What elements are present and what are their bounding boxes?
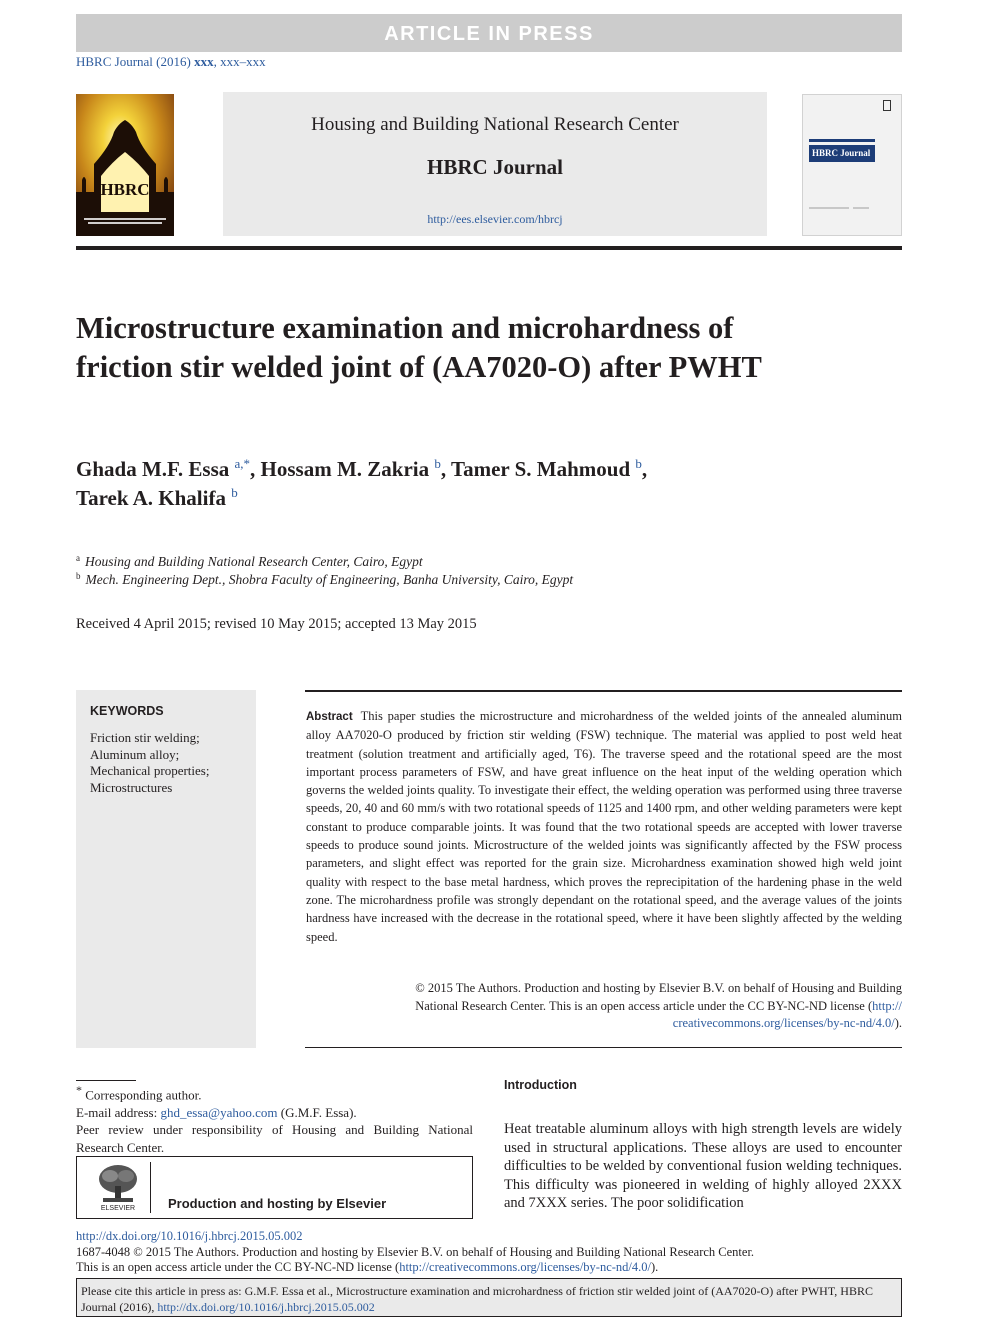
- license-link[interactable]: http://: [872, 998, 902, 1013]
- journal-url-link[interactable]: http://ees.elsevier.com/hbrcj: [427, 212, 563, 226]
- introduction-text: Heat treatable aluminum alloys with high strength levels are widely used in structural applications. These alloys are used to encounter difficulties to be welded by conventional fusion welding techniques. This difficulty was pioneered in welding of highly alloyed 2XXX and 7XXX series. The poor solidification: [504, 1121, 902, 1212]
- journal-ref-prefix: HBRC Journal (2016): [76, 54, 191, 69]
- author-list: [76, 455, 796, 513]
- author-name: Ghada M.F. Essa: [76, 457, 230, 481]
- abstract-rule-top: [305, 690, 902, 692]
- license-link[interactable]: creativecommons.org/licenses/by-nc-nd/4.0/: [672, 1016, 895, 1030]
- keyword: Aluminum alloy;: [90, 746, 180, 762]
- journal-name: HBRC Journal: [427, 155, 563, 179]
- footnote-mark: *: [76, 1083, 82, 1097]
- corresponding-author-note: [76, 1082, 473, 1104]
- cover-line: [853, 207, 869, 209]
- affiliation-b: [76, 571, 573, 588]
- affiliation-a: [76, 553, 423, 570]
- author-name: Tarek A. Khalifa: [76, 486, 226, 510]
- affiliation-mark: a: [76, 553, 80, 563]
- journal-ref-volume: xxx: [194, 54, 214, 69]
- author[interactable]: [261, 457, 441, 481]
- publisher-box: [76, 1156, 473, 1219]
- author[interactable]: [76, 457, 250, 481]
- email-label: E-mail address:: [76, 1104, 161, 1120]
- logo-text: HBRC: [100, 180, 150, 199]
- keyword: Microstructures: [90, 779, 173, 795]
- journal-cover-thumbnail: [802, 94, 902, 236]
- footnote-rule: [76, 1080, 136, 1081]
- journal-masthead: [223, 92, 767, 236]
- author-affiliation-mark[interactable]: a,*: [234, 456, 251, 471]
- cover-title: HBRC Journal: [809, 145, 875, 162]
- citation-doi-link[interactable]: http://dx.doi.org/10.1016/j.hbrcj.2015.05.002: [157, 1299, 375, 1314]
- license-line: [76, 1260, 902, 1276]
- author[interactable]: [76, 486, 238, 510]
- abstract-rule-bottom: [305, 1047, 902, 1048]
- issn-line: 1687-4048 © 2015 The Authors. Production and hosting by Elsevier B.V. on behalf of Housing and Building National Research Center.: [76, 1244, 755, 1259]
- publisher-logo-text: ELSEVIER: [100, 1205, 136, 1212]
- footnotes: [76, 1082, 473, 1156]
- cover-strip: [809, 139, 875, 142]
- license-prefix: This is an open access article under the CC BY-NC-ND license (: [76, 1260, 400, 1274]
- copyright-line: National Research Center. This is an open access article under the CC BY-NC-ND license (: [415, 998, 873, 1013]
- hbrc-logo-graphic: [76, 94, 174, 236]
- header-rule: [76, 246, 902, 250]
- production-hosting: Production and hosting by Elsevier: [168, 1196, 387, 1211]
- abstract-label: Abstract: [306, 711, 353, 723]
- author-name: Hossam M. Zakria: [260, 457, 430, 481]
- keyword: Friction stir welding;: [90, 730, 200, 745]
- abstract-copyright: [330, 980, 902, 1033]
- citation-box: [76, 1278, 902, 1317]
- article-title: Microstructure examination and microhardness of friction stir welded joint of (AA7020-O) after PWHT: [76, 311, 762, 384]
- introduction-heading: Introduction: [504, 1078, 577, 1092]
- bottom-info: [76, 1229, 902, 1276]
- author-separator: ,: [250, 457, 261, 481]
- journal-ref-pages: , xxx–xxx: [213, 54, 266, 69]
- author-affiliation-mark[interactable]: b: [434, 456, 441, 471]
- corresponding-text: Corresponding author.: [85, 1087, 202, 1103]
- elsevier-tree-icon: [93, 1162, 143, 1212]
- doi-link[interactable]: http://dx.doi.org/10.1016/j.hbrcj.2015.05.002: [76, 1229, 303, 1243]
- keywords-box: [76, 690, 256, 1048]
- cover-icon: [883, 100, 891, 111]
- keywords-title: KEYWORDS: [90, 704, 164, 718]
- article-dates: Received 4 April 2015; revised 10 May 2015; accepted 13 May 2015: [76, 616, 477, 632]
- email-note: [76, 1104, 473, 1122]
- peer-review-note: Peer review under responsibility of Housing and Building National Research Center.: [76, 1122, 473, 1155]
- author-affiliation-mark[interactable]: b: [635, 456, 642, 471]
- abstract-text: This paper studies the microstructure and microhardness of the welded joints of the annealed aluminum alloy AA7020-O produced by friction stir welding (FSW) technique. The material was applied to post weld heat treatment (solution treatment and artificially aged, T6). The traverse speed and the rotational speed are the most important process parameters of FSW, and have great influence on the heat input of the welding operation which governs the welded joints quality. To investigate their effect, the welding operation was performed using three traverse speeds, 20, 40 and 60 mm/s with two rotational speeds of 1125 and 1400 rpm, and other welding parameters were kept constant to produce comparable joints. It was found that the two rotational speeds are accepted with lower traverse speeds to produce sound joints. Microstructure of the welded joints was significantly affected by the FSW process parameters, and slight effect was reported for the grain size. Microhardness examination showed high weld joint quality with respect to the base metal hardness, which proves the reprecipitation of the hardening phase in the weld zone. The microhardness profile was strongly dependant on the rotational speed, and the average values of the joints hardness have increased with the decrease in the rotational speed, where it have been slightly affected by the welding speed.: [306, 709, 902, 944]
- affiliation-text: Housing and Building National Research Center, Cairo, Egypt: [85, 554, 423, 569]
- abstract: [306, 707, 902, 946]
- publisher-divider: [150, 1162, 151, 1213]
- license-suffix: ).: [650, 1260, 659, 1274]
- author-separator: ,: [641, 457, 648, 481]
- citation-text: Please cite this article in press as: G.M.F. Essa et al., Microstructure examination and microhardness of friction stir welded joint of (AA7020-O) after PWHT, HBRC Journal (2016),: [81, 1284, 873, 1314]
- copyright-line: © 2015 The Authors. Production and hosting by Elsevier B.V. on behalf of Housing and Building: [415, 981, 902, 995]
- license-url-link[interactable]: http://creativecommons.org/licenses/by-nc-nd/4.0/: [399, 1260, 651, 1274]
- author-separator: ,: [440, 457, 452, 481]
- email-suffix: (G.M.F. Essa).: [277, 1104, 357, 1120]
- center-name: Housing and Building National Research Center: [311, 114, 679, 135]
- article-in-press-banner: ARTICLE IN PRESS: [76, 14, 902, 52]
- cover-line: [809, 207, 849, 209]
- hbrc-logo: [76, 94, 174, 236]
- email-link[interactable]: ghd_essa@yahoo.com: [160, 1104, 278, 1120]
- journal-reference[interactable]: [76, 54, 266, 70]
- author-affiliation-mark[interactable]: b: [231, 485, 238, 500]
- author[interactable]: [451, 457, 642, 481]
- copyright-end: ).: [894, 1016, 902, 1030]
- author-name: Tamer S. Mahmoud: [451, 457, 631, 481]
- affiliation-mark: b: [76, 571, 81, 581]
- affiliation-text: Mech. Engineering Dept., Shobra Faculty of Engineering, Banha University, Cairo, Egypt: [85, 572, 574, 587]
- keyword: Mechanical properties;: [90, 763, 210, 778]
